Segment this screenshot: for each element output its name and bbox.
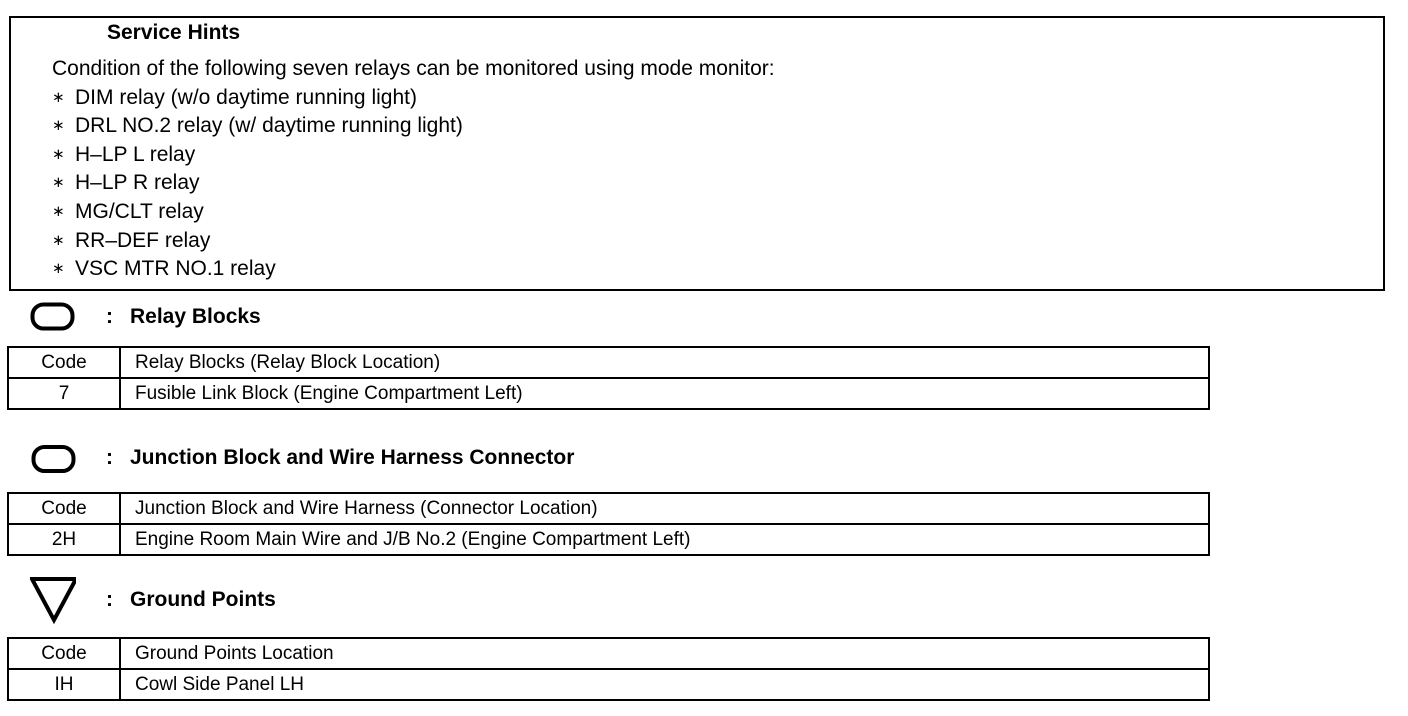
legend-colon: : [106,588,113,611]
table-row [8,524,1209,555]
location-header: Relay Blocks (Relay Block Location) [120,347,1209,378]
list-item [52,227,775,256]
asterisk-icon: ∗ [52,174,65,192]
ground-points-table [7,637,1210,701]
location-header: Ground Points Location [120,638,1209,669]
hint-item-text: RR–DEF relay [75,228,211,252]
list-item [52,255,775,284]
ground-points-label: Ground Points [130,588,276,611]
hint-item-text: H–LP R relay [75,171,200,195]
service-hints-title: Service Hints [81,20,266,46]
list-item [52,198,775,227]
code-cell: 2H [8,524,120,555]
list-item [52,84,775,113]
ground-points-legend [30,580,276,620]
location-cell: Fusible Link Block (Engine Compartment Left) [120,378,1209,409]
service-hints-box [9,16,1385,291]
legend-colon: : [106,305,113,328]
hint-item-text: MG/CLT relay [75,199,204,223]
rounded-rectangle-icon [30,297,76,337]
relay-blocks-legend [30,297,261,337]
down-triangle-icon [30,580,76,620]
code-header: Code [8,638,120,669]
code-header: Code [8,493,120,524]
location-cell: Cowl Side Panel LH [120,669,1209,700]
location-cell: Engine Room Main Wire and J/B No.2 (Engine Compartment Left) [120,524,1209,555]
code-header: Code [8,347,120,378]
table-header-row [8,493,1209,524]
relay-blocks-label: Relay Blocks [130,305,261,328]
asterisk-icon: ∗ [52,231,65,249]
list-item [52,141,775,170]
asterisk-icon: ∗ [52,88,65,106]
service-hints-intro: Condition of the following seven relays can be monitored using mode monitor: [52,57,775,80]
table-header-row [8,638,1209,669]
junction-block-legend [30,438,574,478]
asterisk-icon: ∗ [52,260,65,278]
table-row [8,669,1209,700]
asterisk-icon: ∗ [52,202,65,220]
hint-item-text: DRL NO.2 relay (w/ daytime running light) [75,114,463,138]
code-cell: IH [8,669,120,700]
hint-item-text: H–LP L relay [75,142,196,166]
legend-colon: : [106,446,113,469]
list-item [52,112,775,141]
code-cell: 7 [8,378,120,409]
hint-item-text: DIM relay (w/o daytime running light) [75,85,417,109]
table-header-row [8,347,1209,378]
location-header: Junction Block and Wire Harness (Connector Location) [120,493,1209,524]
table-row [8,378,1209,409]
asterisk-icon: ∗ [52,117,65,135]
junction-block-table [7,492,1210,556]
relay-blocks-table [7,346,1210,410]
service-hints-body [52,55,775,284]
hint-item-text: VSC MTR NO.1 relay [75,257,276,281]
list-item [52,169,775,198]
rounded-rectangle-icon [30,438,76,478]
junction-block-label: Junction Block and Wire Harness Connector [130,446,575,469]
asterisk-icon: ∗ [52,145,65,163]
